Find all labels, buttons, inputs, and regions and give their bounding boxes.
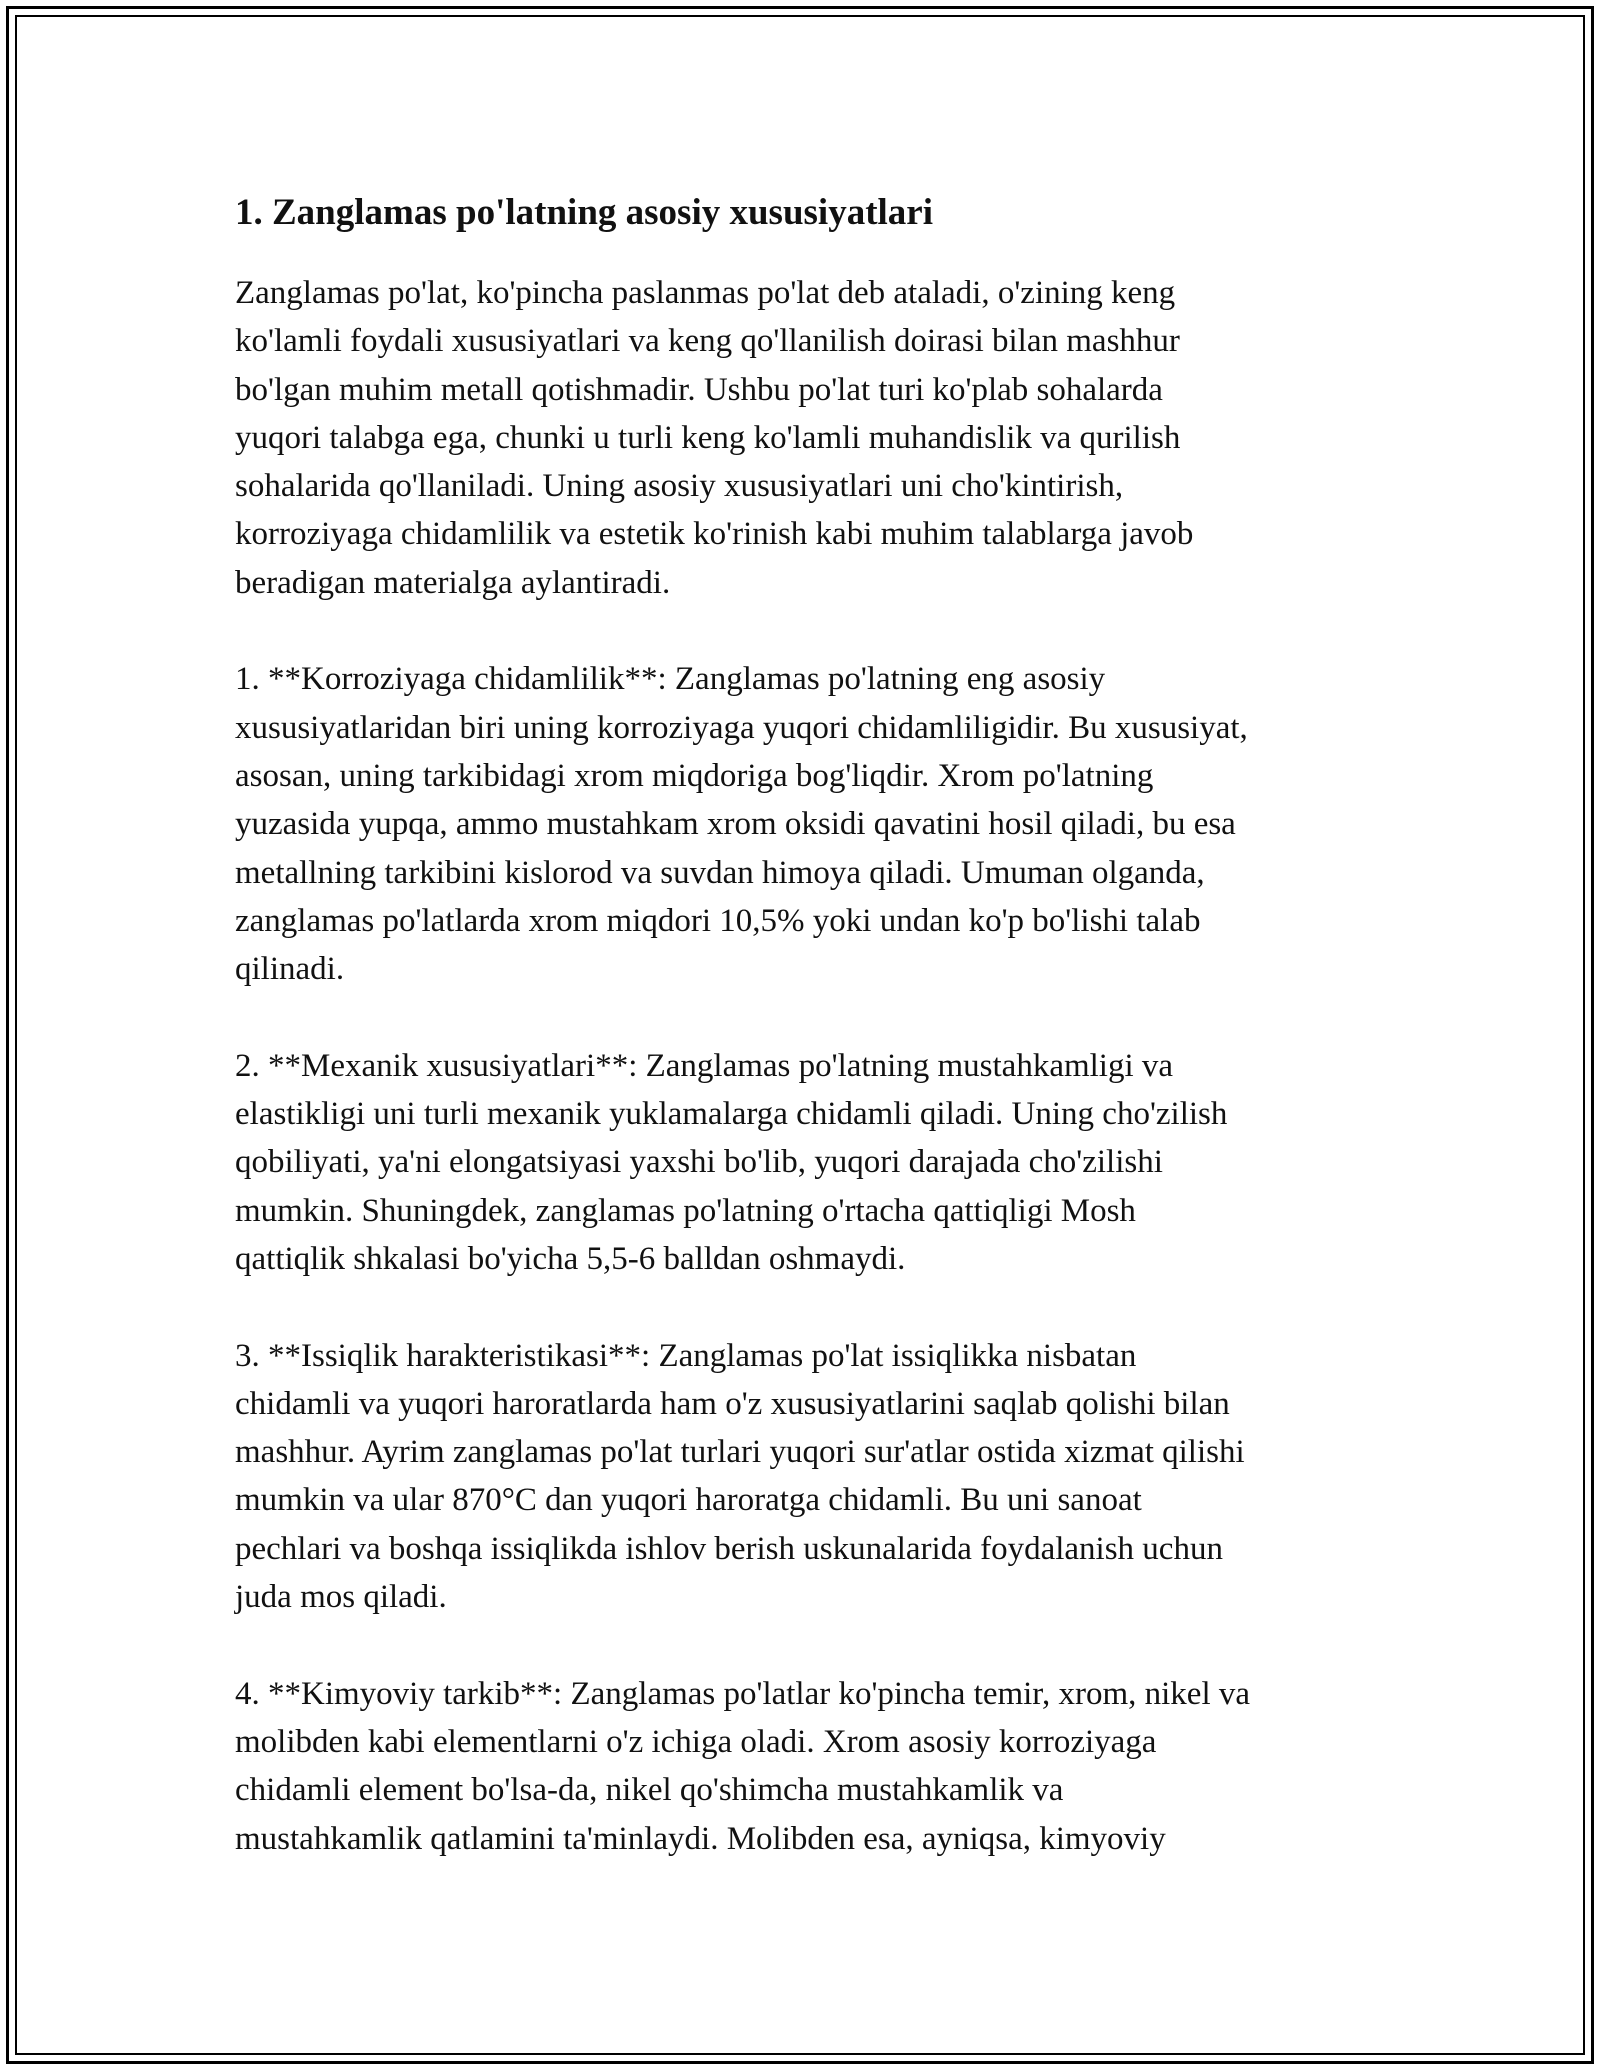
- paragraph-mechanical-properties: 2. **Mexanik xususiyatlari**: Zanglamas po'latning mustahkamligi va elastikligi uni turli mexanik yuklamalarga chidamli qiladi. Uning cho'zilish qobiliyati, ya'ni elongatsiyasi yaxshi bo'lib, yuqori darajada cho'zilishi mumkin. Shuningdek, zanglamas po'latning o'rtacha qattiqligi Mosh qattiqlik shkalasi bo'yicha 5,5-6 balldan oshmaydi.: [235, 1047, 1228, 1277]
- section-heading: 1. Zanglamas po'latning asosiy xususiyatlari: [235, 192, 934, 233]
- paragraph-thermal-characteristics: 3. **Issiqlik harakteristikasi**: Zanglamas po'lat issiqlikka nisbatan chidamli va yuqori haroratlarda ham o'z xususiyatlarini saqlab qolishi bilan mashhur. Ayrim zanglamas po'lat turlari yuqori sur'atlar ostida xizmat qilishi mumkin va ular 870°C dan yuqori haroratga chidamli. Bu uni sanoat pechlari va boshqa issiqlikda ishlov berish uskunalarida foydalanish uchun juda mos qiladi.: [235, 1337, 1245, 1616]
- document-body: [235, 185, 1370, 1911]
- intro-paragraph: Zanglamas po'lat, ko'pincha paslanmas po'lat deb ataladi, o'zining keng ko'lamli foydali xususiyatlari va keng qo'llanilish doirasi bilan mashhur bo'lgan muhim metall qotishmadir. Ushbu po'lat turi ko'plab sohalarda yuqori talabga ega, chunki u turli keng ko'lamli muhandislik va qurilish sohalarida qo'llaniladi. Uning asosiy xususiyatlari uni cho'kintirish, korroziyaga chidamlilik va estetik ko'rinish kabi muhim talablarga javob beradigan materialga aylantiradi.: [235, 275, 1194, 601]
- paragraph-corrosion-resistance: 1. **Korroziyaga chidamlilik**: Zanglamas po'latning eng asosiy xususiyatlaridan biri uning korroziyaga yuqori chidamliligidir. Bu xususiyat, asosan, uning tarkibidagi xrom miqdoriga bog'liqdir. Xrom po'latning yuzasida yupqa, ammo mustahkam xrom oksidi qavatini hosil qiladi, bu esa metallning tarkibini kislorod va suvdan himoya qiladi. Umuman olganda, zanglamas po'latlarda xrom miqdori 10,5% yoki undan ko'p bo'lishi talab qilinadi.: [235, 661, 1248, 988]
- paragraph-chemical-composition: 4. **Kimyoviy tarkib**: Zanglamas po'latlar ko'pincha temir, xrom, nikel va molibden kabi elementlarni o'z ichiga oladi. Xrom asosiy korroziyaga chidamli element bo'lsa-da, nikel qo'shimcha mustahkamlik va mustahkamlik qatlamini ta'minlaydi. Molibden esa, ayniqsa, kimyoviy: [235, 1675, 1251, 1857]
